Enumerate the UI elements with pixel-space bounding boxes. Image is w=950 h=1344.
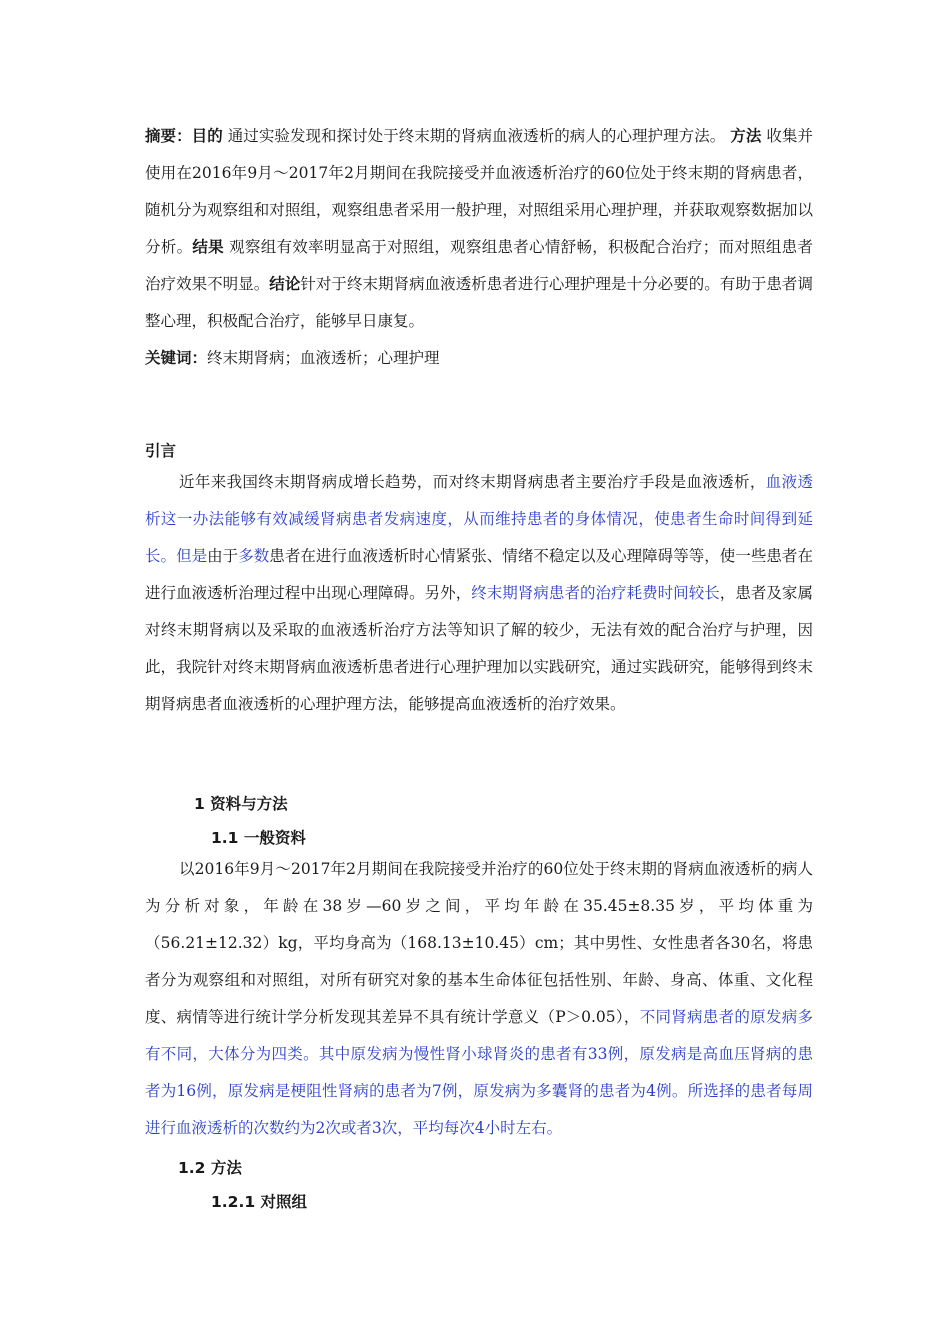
purpose-text: 通过实验发现和探讨处于终末期的肾病血液透析的病人的心理护理方法。: [227, 127, 726, 145]
intro-text-2: 由于: [207, 547, 239, 565]
intro-paragraph: [145, 464, 813, 723]
intro-highlight-3: 终末期肾病患者的治疗耗费时间较长: [471, 584, 720, 602]
method-label: 方法: [730, 127, 762, 145]
intro-text-4: ，患者及家属对终末期肾病以及采取的血液透析治疗方法等知识了解的较少，无法有效的配合治疗与护理，因此，我院针对终末期肾病血液透析患者进行心理护理加以实践研究，通过实践研究，能够得到终末期肾病患者血液透析的心理护理方法，能够提高血液透析的治疗效果。: [145, 584, 813, 713]
abstract-paragraph: [145, 118, 813, 340]
section-1-1-highlight: 不同肾病患者的原发病多有不同，大体分为四类。其中原发病为慢性肾小球肾炎的患者有33例，原发病是高血压肾病的患者为16例，原发病是梗阻性肾病的患者为7例，原发病为多囊肾的患者为4例。所选择的患者每周进行血液透析的次数约为2次或者3次，平均每次4小时左右。: [145, 1008, 813, 1137]
section-1-2-1-heading: 1.2.1 对照组: [211, 1193, 308, 1211]
intro-heading: 引言: [145, 442, 177, 460]
purpose-label: 目的: [191, 127, 223, 145]
intro-highlight-1: 血液透析这一办法能够有效减缓肾病患者发病速度，从而维持患者的身体情况，使患者生命时间得到延长。但是: [145, 473, 813, 565]
intro-text-1: 近年来我国终末期肾病成增长趋势，而对终末期肾病患者主要治疗手段是血液透析，: [179, 473, 766, 491]
intro-text-3: 患者在进行血液透析时心情紧张、情绪不稳定以及心理障碍等等，使一些患者在进行血液透析治理过程中出现心理障碍。另外，: [145, 547, 813, 602]
conclusion-label: 结论: [269, 275, 301, 293]
section-1-heading: 1 资料与方法: [194, 795, 288, 813]
section-1-1-heading: 1.1 一般资料: [211, 829, 306, 847]
section-1-2-heading: 1.2 方法: [178, 1159, 242, 1177]
result-label: 结果: [192, 238, 224, 256]
keywords-label: 关键词：: [145, 349, 208, 367]
section-1-1-text: 以2016年9月～2017年2月期间在我院接受并治疗的60位处于终末期的肾病血液透析的病人为分析对象，年龄在38岁—60岁之间，平均年龄在35.45±8.35岁，平均体重为（56.21±12.32）kg，平均身高为（168.13±10.45）cm；其中男性、女性患者各30名，将患者分为观察组和对照组，对所有研究对象的基本生命体征包括性别、年龄、身高、体重、文化程度、病情等进行统计学分析发现其差异不具有统计学意义（P＞0.05），: [145, 860, 813, 1026]
section-1-1-paragraph: [145, 851, 813, 1147]
abstract-label: 摘要：: [145, 127, 192, 145]
conclusion-text: 针对于终末期肾病血液透析患者进行心理护理是十分必要的。有助于患者调整心理，积极配合治疗，能够早日康复。: [145, 275, 813, 330]
keywords-text: 终末期肾病；血液透析；心理护理: [207, 349, 440, 367]
keywords-line: [145, 347, 813, 369]
method-text: 收集并使用在2016年9月～2017年2月期间在我院接受并血液透析治疗的60位处于终末期的肾病患者，随机分为观察组和对照组，观察组患者采用一般护理，对照组采用心理护理，并获取观察数据加以分析。: [145, 127, 813, 256]
result-text: 观察组有效率明显高于对照组，观察组患者心情舒畅，积极配合治疗；而对照组患者治疗效果不明显。: [145, 238, 813, 293]
intro-highlight-2: 多数: [238, 547, 270, 565]
